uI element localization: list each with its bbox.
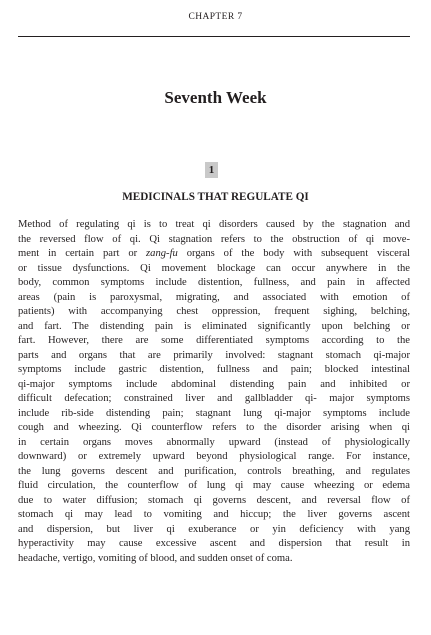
paragraph-line [18,247,410,262]
paragraph-line: include rib-side distending pain; stagnant lung qi-major symptoms include [18,407,410,419]
line-segment: ment in certain part or [18,248,147,259]
paragraph-line: qi-major symptoms include abdominal distending pain and inhibited or [18,378,410,390]
paragraph-line: parts and organs that are primarily involved: stagnant stomach qi-major [18,349,410,361]
page-title: Seventh Week [164,88,267,107]
body-paragraph [18,218,410,566]
paragraph-line: hyperactivity may cause excessive ascent and dispersion that result in [18,538,410,549]
paragraph-line: symptoms include gastric distention, fullness and pain; blocked intestinal [18,364,410,375]
section-title: MEDICINALS THAT REGULATE QI [122,191,309,203]
paragraph-line: fluid circulation, the counterflow of lung qi may cause wheezing or edema [18,480,410,491]
paragraph-line: the reversed flow of qi. Qi stagnation refers to the obstruction of qi move- [18,233,410,245]
paragraph-line: headache, vertigo, vomiting of blood, and sudden onset of coma. [18,552,293,564]
paragraph-line: downward) or extremely upward beyond physiological range. For instance, [18,451,410,462]
paragraph-line: and fart. The distending pain is eliminated significantly upon belching or [18,320,410,332]
paragraph-line: body, common symptoms include distention, fullness, and pain in affected [18,277,410,288]
paragraph-line: areas (pain is paroxysmal, migrating, and associated with emotion of [18,291,410,303]
paragraph-line: fart. However, there are some differentiated symptoms according to the [18,335,410,346]
paragraph-line: the lung governs descent and purification, controls breathing, and regulates [18,465,410,477]
paragraph-line: difficult defecation; constrained liver and gallbladder qi- major symptoms [18,393,410,404]
paragraph-line: patients) with accompanying chest oppression, frequent sighing, belching, [18,306,410,317]
paragraph-line: in certain organs moves abnormally upward (instead of physiologically [18,436,410,448]
section-number-badge: 1 [205,162,218,178]
header-rule [18,36,410,37]
paragraph-line: cough and wheezing. Qi counterflow refers to the disorder arising when qi [18,422,410,433]
chapter-header: CHAPTER 7 [188,12,243,22]
italic-term: zang-fu [146,248,178,259]
paragraph-line: stomach qi may lead to vomiting and hiccup; the liver governs ascent [18,509,410,520]
paragraph-line: and dispersion, but liver qi exuberance or yin deficiency with yang [18,523,410,535]
paragraph-line: due to water diffusion; stomach qi governs descent, and reversal flow of [18,494,410,506]
line-segment: organs of the body with subsequent visceral [177,248,410,259]
paragraph-line: Method of regulating qi is to treat qi disorders caused by the stagnation and [18,219,410,230]
paragraph-line: or tissue dysfunctions. Qi movement blockage can occur anywhere in the [18,262,410,274]
